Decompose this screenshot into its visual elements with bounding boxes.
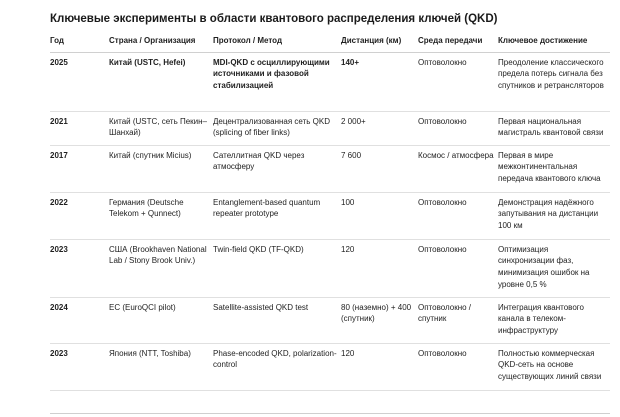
table-header-row [50,32,610,52]
table-row [50,239,610,297]
page-title: Ключевые эксперименты в области квантового распределения ключей (QKD) [50,13,498,25]
cell-year: 2025 [50,52,109,111]
cell-protocol: Децентрализованная сеть QKD (splicing of fiber links) [213,111,341,145]
cell-country: Китай (USTC, сеть Пекин–Шанхай) [109,111,213,145]
cell-year: 2017 [50,145,109,192]
header-medium: Среда передачи [418,32,498,52]
scroll-edge-divider [50,413,610,414]
cell-country: Китай (спутник Micius) [109,145,213,192]
table-row [50,297,610,343]
cell-country: Германия (Deutsche Telekom + Qunnect) [109,192,213,239]
cell-achievement: Демонстрация надёжного запутывания на дистанции 100 км [498,192,610,239]
cell-medium: Оптоволокно [418,192,498,239]
cell-protocol: Entanglement-based quantum repeater prototype [213,192,341,239]
table-row [50,192,610,239]
cell-distance: 100 [341,192,418,239]
cell-medium: Оптоволокно [418,343,498,390]
table-row [50,343,610,390]
cell-distance: 7 600 [341,145,418,192]
table-row [50,111,610,145]
cell-medium: Оптоволокно [418,239,498,297]
cell-medium: Оптоволокно [418,52,498,111]
cell-protocol: Satellite-assisted QKD test [213,297,341,343]
cell-protocol: Phase-encoded QKD, polarization-control [213,343,341,390]
cell-achievement: Преодоление классического предела потерь сигнала без спутников и ретрансляторов [498,52,610,111]
cell-distance: 2 000+ [341,111,418,145]
cell-medium: Космос / атмосфера [418,145,498,192]
cell-medium: Оптоволокно / спутник [418,297,498,343]
header-distance: Дистанция (км) [341,32,418,52]
cell-protocol: Сателлитная QKD через атмосферу [213,145,341,192]
table-row [50,52,610,111]
cell-achievement: Интеграция квантового канала в телеком-инфраструктуру [498,297,610,343]
cell-distance: 80 (наземно) + 400 (спутник) [341,297,418,343]
cell-protocol: MDI-QKD с осциллирующими источниками и фазовой стабилизацией [213,52,341,111]
cell-distance: 120 [341,239,418,297]
header-protocol: Протокол / Метод [213,32,341,52]
cell-year: 2021 [50,111,109,145]
cell-year: 2023 [50,343,109,390]
cell-country: США (Brookhaven National Lab / Stony Brook Univ.) [109,239,213,297]
cell-country: Япония (NTT, Toshiba) [109,343,213,390]
cell-medium: Оптоволокно [418,111,498,145]
cell-distance: 140+ [341,52,418,111]
cell-distance: 120 [341,343,418,390]
header-year: Год [50,32,109,52]
cell-country: ЕС (EuroQCI pilot) [109,297,213,343]
cell-achievement: Первая национальная магистраль квантовой связи [498,111,610,145]
cell-achievement: Первая в мире межконтинентальная передача квантового ключа [498,145,610,192]
cell-achievement: Оптимизация синхронизации фаз, минимизация ошибок на уровне 0,5 % [498,239,610,297]
header-country: Страна / Организация [109,32,213,52]
cell-year: 2023 [50,239,109,297]
cell-year: 2024 [50,297,109,343]
cell-country: Китай (USTC, Hefei) [109,52,213,111]
qkd-experiments-table [50,32,610,391]
header-achievement: Ключевое достижение [498,32,610,52]
cell-achievement: Полностью коммерческая QKD-сеть на основе существующих линий связи [498,343,610,390]
cell-protocol: Twin-field QKD (TF-QKD) [213,239,341,297]
cell-year: 2022 [50,192,109,239]
table-row [50,145,610,192]
